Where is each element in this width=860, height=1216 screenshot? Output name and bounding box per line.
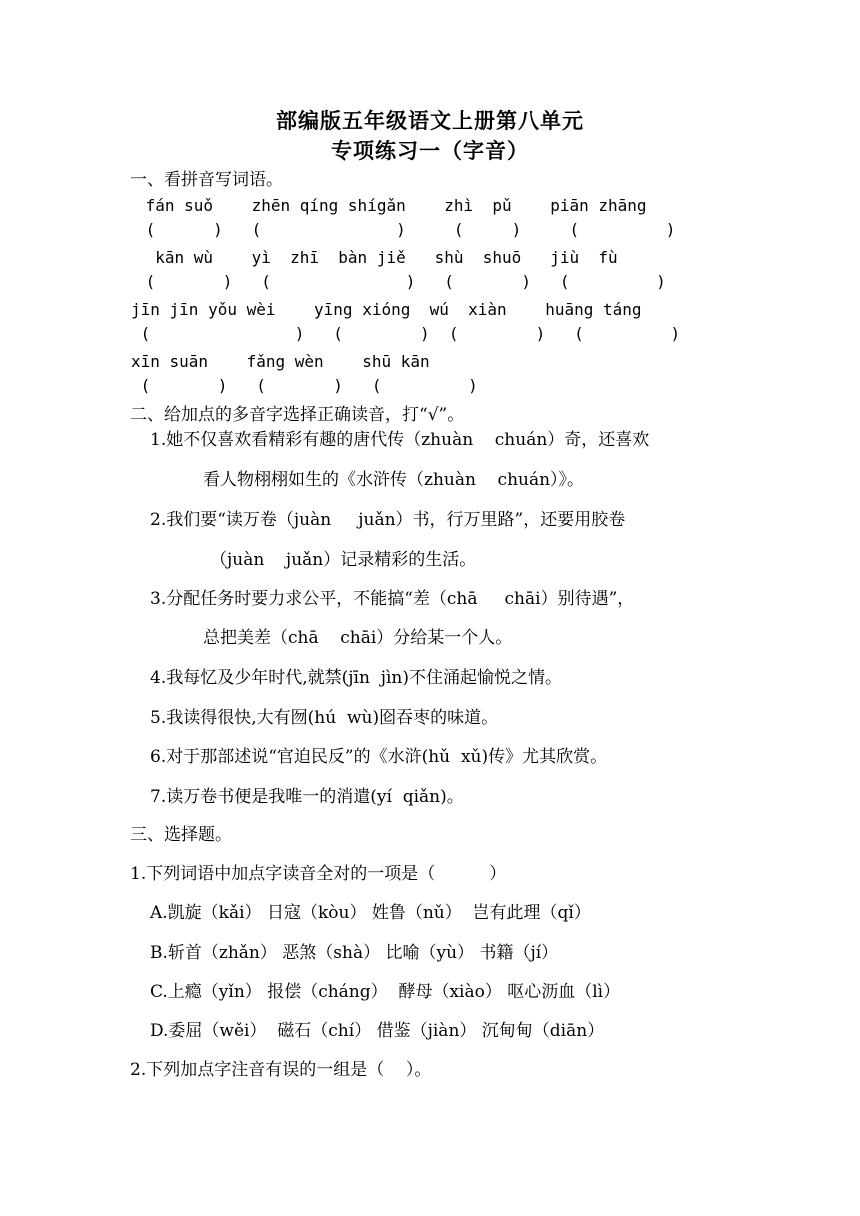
- answer-brackets-row-4[interactable]: ( ) ( ) ( ): [131, 376, 478, 395]
- section2-line-5: 5.我读得很快,大有囫(hú wù)囵吞枣的味道。: [150, 708, 499, 728]
- section2-line-3-cont: 总把美差（chā chāi）分给某一个人。: [203, 628, 513, 648]
- section2-line-6: 6.对于那部述说“官迫民反”的《水浒(hǔ xǔ)传》尤其欣赏。: [150, 747, 608, 767]
- question-1: 1.下列词语中加点字读音全对的一项是（ ）: [130, 864, 507, 884]
- option-d: D.委屈（wěi） 磁石（chí） 借鉴（jiàn） 沉甸甸（diān）: [150, 1021, 605, 1041]
- section2-line-2-cont: （juàn juǎn）记录精彩的生活。: [210, 550, 477, 570]
- pinyin-row-4: xīn suān fǎng wèn shū kān: [131, 352, 430, 371]
- section2-line-7: 7.读万卷书便是我唯一的消遣(yí qiǎn)。: [150, 787, 464, 807]
- section2-line-4: 4.我每忆及少年时代,就禁(jīn jìn)不住涌起愉悦之情。: [150, 668, 563, 688]
- section2-line-3: 3.分配任务时要力求公平，不能搞“差（chā chāi）别待遇”，: [150, 589, 635, 609]
- section3-heading: 三、选择题。: [130, 825, 232, 845]
- section2-line-2: 2.我们要“读万卷（juàn juǎn）书，行万里路”，还要用胶卷: [150, 510, 626, 530]
- answer-brackets-row-3[interactable]: ( ) ( ) ( ) ( ): [131, 324, 681, 343]
- section2-line-1: 1.她不仅喜欢看精彩有趣的唐代传（zhuàn chuán）奇，还喜欢: [150, 430, 650, 450]
- pinyin-row-2: kān wù yì zhī bàn jiě shù shuō jiù fù: [136, 248, 618, 267]
- option-a: A.凯旋（kǎi） 日寇（kòu） 姓鲁（nǔ） 岂有此理（qǐ）: [150, 903, 591, 923]
- question-2: 2.下列加点字注音有误的一组是（ ）。: [130, 1060, 432, 1080]
- section2-heading: 二、给加点的多音字选择正确读音，打“√”。: [130, 405, 465, 425]
- section2-line-1-cont: 看人物栩栩如生的《水浒传（zhuàn chuán）》。: [203, 470, 585, 490]
- document-subtitle: 专项练习一（字音）: [331, 138, 529, 163]
- answer-brackets-row-2[interactable]: ( ) ( ) ( ) ( ): [136, 272, 666, 291]
- option-b: B.斩首（zhǎn） 恶煞（shà） 比喻（yù） 书籍（jí）: [150, 943, 559, 963]
- option-c: C.上瘾（yǐn） 报偿（cháng） 酵母（xiào） 呕心沥血（lì）: [150, 982, 621, 1002]
- document-title: 部编版五年级语文上册第八单元: [276, 108, 584, 133]
- section1-heading: 一、看拼音写词语。: [130, 170, 283, 190]
- answer-brackets-row-1[interactable]: ( ) ( ) ( ) ( ): [136, 220, 676, 239]
- pinyin-row-1: fán suǒ zhēn qíng shígǎn zhì pǔ piān zhāng: [136, 196, 647, 215]
- pinyin-row-3: jīn jīn yǒu wèi yīng xióng wú xiàn huāng táng: [131, 300, 642, 319]
